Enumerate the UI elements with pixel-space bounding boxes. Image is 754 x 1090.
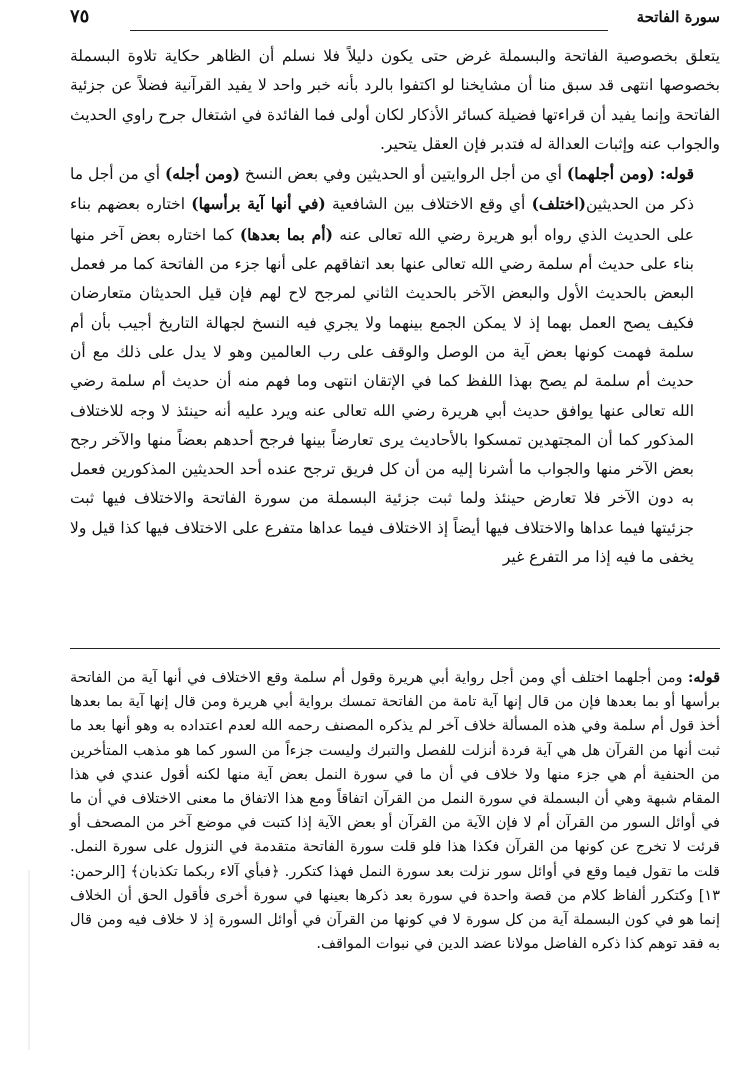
- running-title: سورة الفاتحة: [636, 8, 720, 26]
- commentary-text: اختاره بعضهم بناء على الحديث الذي رواه أبو هريرة رضي الله تعالى عنه: [70, 195, 694, 244]
- footnote-paragraph: [70, 666, 720, 956]
- commentary-keyword: (ومن أجله): [164, 164, 240, 184]
- main-paragraph-2: [70, 159, 720, 572]
- footnote-divider: [70, 648, 720, 649]
- commentary-keyword: قوله: (ومن أجلهما): [566, 164, 694, 184]
- commentary-text: أي وقع الاختلاف بين الشافعية: [325, 195, 532, 214]
- commentary-keyword: (أم بما بعدها): [239, 224, 333, 244]
- footnote-section: [70, 666, 720, 956]
- page-number: ٧٥: [70, 6, 90, 27]
- main-text: [70, 42, 720, 572]
- commentary-text: أي من أجل ما ذكر من الحديثين: [70, 165, 695, 214]
- commentary-keyword: (اختلف): [531, 194, 586, 214]
- footnote-text: ومن أجلهما اختلف أي ومن أجل رواية أبي هريرة وقول أم سلمة وقع الاختلاف في أنها آية من الفاتحة برأسها أو بما بعدها فإن من قال إنها آية تامة من الفاتحة تمسك برواية أبي هريرة ومن قال إنها آية بما بعدها أخذ قول أم سلمة وفي هذه المسألة خلاف آخر لم يذكره المصنف رحمه الله لعدم اعتداده به وهو أنها بعد ما ثبت أنها من القرآن هل هي آية فردة أنزلت للفصل والتبرك وليست جزءاً من السور كما هو مذهب المتأخرين من الحنفية أم هي جزء منها ولا خلاف في أن ما في سورة النمل بعض آية منها لكنه أقول عندي في هذا المقام شبهة وهي أن البسملة في سورة النمل من القرآن اتفاقاً ومع هذا الاتفاق ما معنى الاختلاف في أن ما في أوائل السور من القرآن أم لا فإن الآية من القرآن أو بعض الآية إذا كتبت في موضع آخر من المصحف أو قرئت لا تخرج عن كونها من القرآن فكذا هذا فلو قلت سورة الفاتحة متقدمة في النزول على سورة النمل. قلت ما تقول فيما وقع في أوائل سور نزلت بعد سورة النمل فهذا كتكرر. ﴿فبأي آلاء ربكما تكذبان﴾ [الرحمن: ١٣] وكتكرر ألفاظ كلام من قصة واحدة في سورة بعد ذكرها بعينها في سورة أخرى فأقول الحق أن الخلاف إنما هو في كون البسملة آية من كل سورة لا في كونها من القرآن في أوائل السورة إذ لا خلاف فيه ومن قال به فقد توهم كذا ذكره الفاضل مولانا عضد الدين في نبوات المواقف.: [70, 670, 720, 953]
- page-header: [70, 6, 720, 34]
- commentary-text: أي من أجل الروايتين أو الحديثين وفي بعض النسخ: [239, 165, 567, 184]
- commentary-keyword: (في أنها آية برأسها): [191, 194, 326, 214]
- footnote-keyword: قوله:: [688, 669, 720, 686]
- commentary-text: كما اختاره بعض آخر منها بناء على حديث أم سلمة رضي الله تعالى عنها بعد اتفاقهم على أنها جزء من الفاتحة كما مر فعمل البعض بالحديث الأول والبعض الآخر بالحديث الثاني لمرجح لاح لهم فإن قيل الحديثان متعارضان فكيف يصح العمل بهما إذ لا يمكن الجمع بينهما ولا يجري فيه النسخ لجهالة التاريخ أجيب بأن أم سلمة فهمت كونها بعض آية من الوصل والوقف على رب العالمين وهو لا يدل على ذلك مع أن حديث أم سلمة لم يصح بهذا اللفظ كما في الإتقان انتهى وما فهم منه أن حديث أم سلمة رضي الله تعالى عنها يوافق حديث أبي هريرة رضي الله تعالى عنه ويرد عليه أنه حينئذ لا وجه للاختلاف المذكور كما أن المجتهدين تمسكوا بالأحاديث يرى تعارضاً بينها فرجح أحدهم بعضاً منها والآخر رجح بعض الآخر منها والجواب ما أشرنا إليه من أن كل فريق ترجح عنده أحد الحديثين المذكورين فعمل به دون الآخر فلا تعارض حينئذ ولما ثبت جزئية البسملة من سورة الفاتحة والاختلاف فيها ثبت جزئيتها فيما عداها والاختلاف فيها أيضاً إذ الاختلاف فيما عداها متفرع على الاختلاف فيها كذا قيل ولا يخفى ما فيه إذا مر التفرع غير: [70, 225, 694, 567]
- page-fold-shadow: [28, 870, 30, 1050]
- main-paragraph-1: يتعلق بخصوصية الفاتحة والبسملة غرض حتى يكون دليلاً فلا نسلم أن الظاهر حكاية تلاوة البسملة بخصوصها انتهى قد سبق منا أن مشايخنا لو اكتفوا بالرد بأنه خبر واحد لا يفيد القرآنية فضلاً عن جزئية الفاتحة وإنما يفيد أن قراءتها فضيلة كسائر الأذكار لكان أولى فما الفائدة في اشتغال جرح راوي الحديث والجواب عنه وإثبات العدالة له فتدبر فإن العقل يتحير.: [70, 47, 720, 153]
- header-rule: [130, 30, 608, 31]
